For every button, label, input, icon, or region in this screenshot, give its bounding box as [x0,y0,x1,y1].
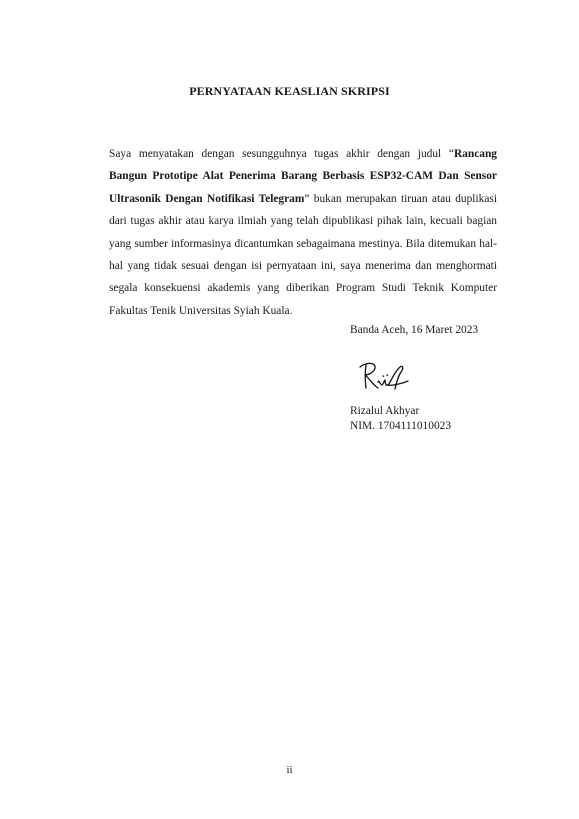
statement-intro: Saya menyatakan dengan sesungguhnya tugas akhir dengan judul “ [109,148,454,160]
page-title: PERNYATAAN KEASLIAN SKRIPSI [189,84,390,98]
statement-paragraph [109,143,497,322]
thesis-title: Rancang Bangun Prototipe Alat Penerima Barang Berbasis ESP32-CAM Dan Sensor Ultrasonik Dengan Notifikasi Telegram [109,148,497,205]
page-number: ii [286,764,293,776]
statement-rest: ” bukan merupakan tiruan atau duplikasi dari tugas akhir atau karya ilmiah yang telah dipublikasi pihak lain, kecuali bagian yang sumber informasinya dicantumkan sebagaimana mestinya. Bila ditemukan hal-hal yang tidak sesuai dengan isi pernyataan ini, saya menerima dan menghormati segala konsekuensi akademis yang diberikan Program Studi Teknik Komputer Fakultas Tenik Universitas Syiah Kuala. [109,192,497,317]
signature-image [356,358,412,398]
signer-nim: NIM. 1704111010023 [350,420,452,432]
signer-name: Rizalul Akhyar [350,405,420,417]
place-date: Banda Aceh, 16 Maret 2023 [350,324,479,336]
